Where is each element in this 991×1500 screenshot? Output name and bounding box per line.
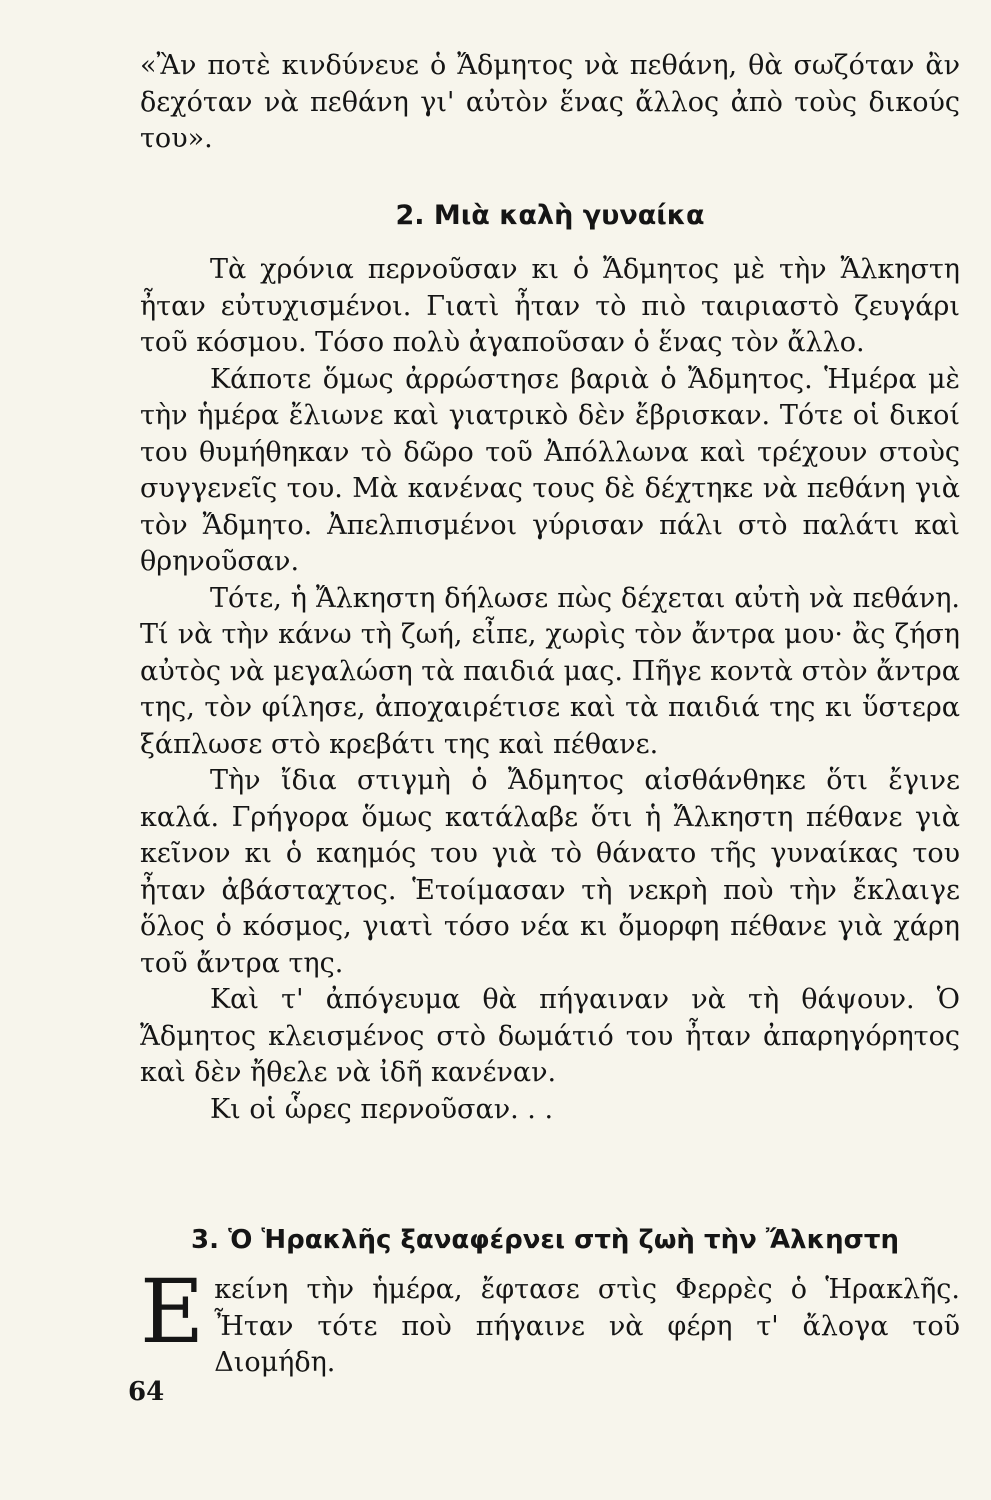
section-2-paragraph-1: Τὰ χρόνια περνοῦσαν κι ὁ Ἄδμητος μὲ τὴν Ἄλκηστη ἦταν εὐτυχισμένοι. Γιατὶ ἦταν τὸ πιὸ ταιριαστὸ ζευγάρι τοῦ κόσμου. Τόσο πολὺ ἀγαποῦσαν ὁ ἕνας τὸν ἄλλο. — [140, 254, 960, 358]
section-2-paragraph-6: Κι οἱ ὧρες περνοῦσαν. . . — [210, 1093, 554, 1125]
section-2-paragraph-5: Καὶ τ' ἀπόγευμα θὰ πήγαιναν νὰ τὴ θάψουν. Ὁ Ἄδμητος κλεισμένος στὸ δωμάτιό του ἦταν ἀπαρηγόρητος καὶ δὲν ἤθελε νὰ ἰδῆ κανέναν. — [140, 984, 960, 1088]
page-number: 64 — [128, 1377, 165, 1407]
drop-cap-letter: Ε — [140, 1260, 205, 1363]
section-3-body — [140, 1260, 960, 1382]
section-3-heading: 3. Ὁ Ἡρακλῆς ξαναφέρνει στὴ ζωὴ τὴν Ἄλκηστη — [191, 1225, 899, 1255]
section-2-body — [140, 252, 960, 1128]
section-3-paragraph: κείνη τὴν ἡμέρα, ἔφτασε στὶς Φερρὲς ὁ Ἡρακλῆς. Ἦταν τότε ποὺ πήγαινε νὰ φέρη τ' ἄλογα τοῦ Διομήδη. — [214, 1274, 960, 1378]
section-2-heading: 2. Μιὰ καλὴ γυναίκα — [395, 200, 705, 231]
section-2-paragraph-3: Τότε, ἡ Ἄλκηστη δήλωσε πὼς δέχεται αὐτὴ νὰ πεθάνη. Τί νὰ τὴν κάνω τὴ ζωή, εἶπε, χωρὶς τὸν ἄντρα μου· ἂς ζήση αὐτὸς νὰ μεγαλώση τὰ παιδιά μας. Πῆγε κοντὰ στὸν ἄντρα της, τὸν φίλησε, ἀποχαιρέτισε καὶ τὰ παιδιά της κι ὕστερα ξάπλωσε στὸ κρεβάτι της καὶ πέθανε. — [140, 582, 960, 760]
intro-paragraph: «Ἂν ποτὲ κινδύνευε ὁ Ἄδμητος νὰ πεθάνη, θὰ σωζόταν ἂν δεχόταν νὰ πεθάνη γι' αὐτὸν ἕνας ἄλλος ἀπὸ τοὺς δικούς του». — [140, 50, 960, 154]
intro-paragraph-block — [140, 48, 960, 158]
section-2-paragraph-4: Τὴν ἴδια στιγμὴ ὁ Ἄδμητος αἰσθάνθηκε ὅτι ἔγινε καλά. Γρήγορα ὅμως κατάλαβε ὅτι ἡ Ἄλκηστη πέθανε γιὰ κεῖνον κι ὁ καημός του γιὰ τὸ θάνατο τῆς γυναίκας του ἦταν ἀβάσταχτος. Ἑτοίμασαν τὴ νεκρὴ ποὺ τὴν ἔκλαιγε ὅλος ὁ κόσμος, γιατὶ τόσο νέα κι ὄμορφη πέθανε γιὰ χάρη τοῦ ἄντρα της. — [140, 765, 960, 979]
section-2-paragraph-2: Κάποτε ὅμως ἀρρώστησε βαριὰ ὁ Ἄδμητος. Ἡμέρα μὲ τὴν ἡμέρα ἔλιωνε καὶ γιατρικὸ δὲν ἔβρισκαν. Τότε οἱ δικοί του θυμήθηκαν τὸ δῶρο τοῦ Ἀπόλλωνα καὶ τρέχουν στοὺς συγγενεῖς του. Μὰ κανένας τους δὲ δέχτηκε νὰ πεθάνη γιὰ τὸν Ἄδμητο. Ἀπελπισμένοι γύρισαν πάλι στὸ παλάτι καὶ θρηνοῦσαν. — [140, 363, 960, 577]
